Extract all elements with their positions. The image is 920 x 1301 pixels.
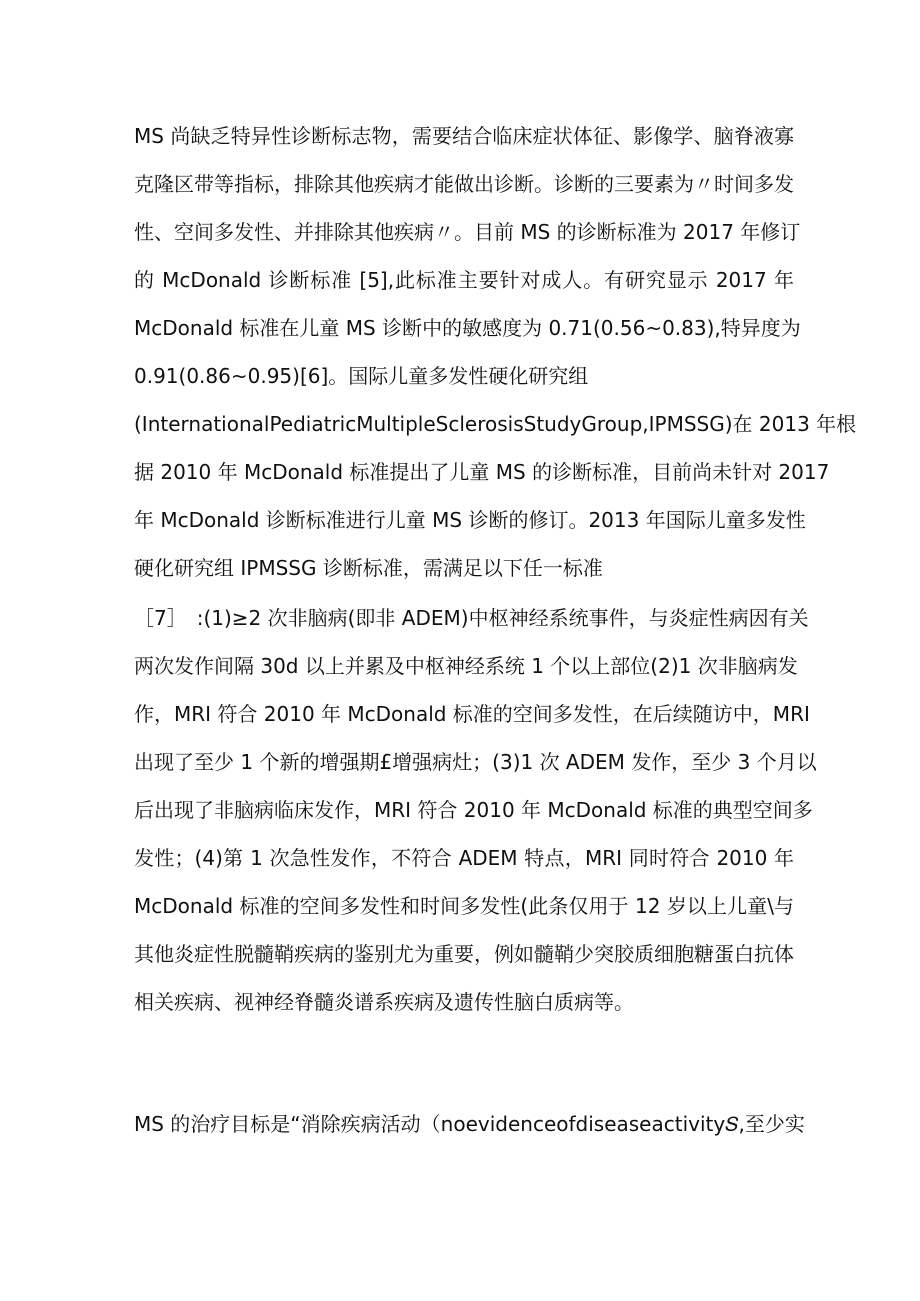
text-line: (InternationalPediatricMultipleSclerosisStudyGroup,IPMSSG)在 2013 年根: [134, 412, 857, 436]
text-line: 作，MRI 符合 2010 年 McDonald 标准的空间多发性，在后续随访中，MRI: [134, 702, 810, 726]
text-line: McDonald 标准的空间多发性和时间多发性(此条仅用于 12 岁以上儿童\与: [134, 894, 794, 918]
text-line: 发性；(4)第 1 次急性发作，不符合 ADEM 特点，MRI 同时符合 2010 年: [134, 846, 794, 870]
text-line: 0.91(0.86~0.95)[6]。国际儿童多发性硬化研究组: [134, 364, 589, 388]
text-line: 相关疾病、视神经脊髓炎谱系疾病及遗传性脑白质病等。: [134, 990, 634, 1014]
text-line: 性、空间多发性、并排除其他疾病〃。目前 MS 的诊断标准为 2017 年修订: [134, 220, 801, 244]
text-line: McDonald 标准在儿童 MS 诊断中的敏感度为 0.71(0.56~0.83),特异度为: [134, 316, 801, 340]
text-line: 的 McDonald 诊断标准 [5],此标准主要针对成人。有研究显示 2017 年: [134, 268, 794, 292]
text-line: 克隆区带等指标，排除其他疾病才能做出诊断。诊断的三要素为〃时间多发: [134, 172, 794, 196]
text-line: 出现了至少 1 个新的增强期£增强病灶；(3)1 次 ADEM 发作，至少 3 个月以: [134, 750, 817, 774]
text-line: 硬化研究组 IPMSSG 诊断标准，需满足以下任一标准: [134, 556, 603, 580]
text-line: 其他炎症性脱髓鞘疾病的鉴别尤为重要，例如髓鞘少突胶质细胞糖蛋白抗体: [134, 942, 794, 966]
text-line: 据 2010 年 McDonald 标准提出了儿童 MS 的诊断标准，目前尚未针对 2017: [134, 460, 830, 484]
text-line: MS 的治疗目标是“消除疾病活动（noevidenceofdiseaseactivity𝑆,至少实: [134, 1112, 805, 1136]
text-line: 年 McDonald 诊断标准进行儿童 MS 诊断的修订。2013 年国际儿童多发性: [134, 508, 806, 532]
text-line: 后出现了非脑病临床发作，MRI 符合 2010 年 McDonald 标准的典型空间多: [134, 798, 813, 822]
text-line: 两次发作间隔 30d 以上并累及中枢神经系统 1 个以上部位(2)1 次非脑病发: [134, 654, 798, 678]
text-line: MS 尚缺乏特异性诊断标志物，需要结合临床症状体征、影像学、脑脊液寡: [134, 124, 794, 148]
text-line: ［7］ :(1)≥2 次非脑病(即非 ADEM)中枢神经系统事件，与炎症性病因有关: [134, 606, 809, 630]
